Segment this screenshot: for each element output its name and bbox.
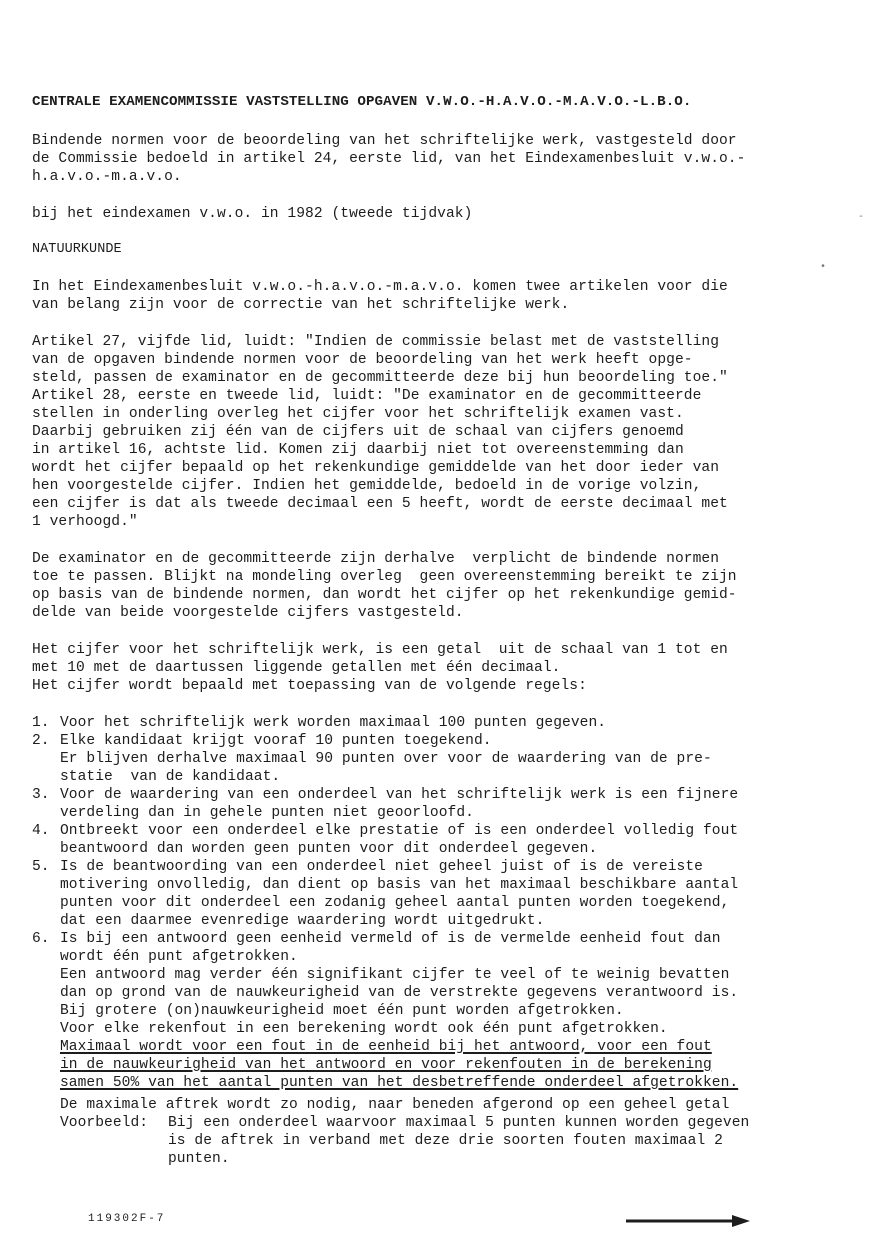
paragraph-line: delde van beide voorgestelde cijfers vastgesteld.: [32, 605, 464, 621]
paragraph-line: De examinator en de gecommitteerde zijn derhalve verplicht de bindende normen: [32, 551, 719, 567]
rule-line: dat een daarmee evenredige waardering wordt uitgedrukt.: [60, 913, 545, 929]
article-line: Artikel 27, vijfde lid, luidt: "Indien de commissie belast met de vaststelling: [32, 334, 719, 350]
rule-line: beantwoord dan worden geen punten voor dit onderdeel gegeven.: [60, 841, 598, 857]
rule-number: 6.: [32, 931, 50, 947]
article-line: in artikel 16, achtste lid. Komen zij daarbij niet tot overeenstemming dan: [32, 442, 684, 458]
example-line: Bij een onderdeel waarvoor maximaal 5 punten kunnen worden gegeven: [168, 1115, 750, 1131]
paragraph-line: Het cijfer wordt bepaald met toepassing van de volgende regels:: [32, 678, 587, 694]
rule-line: Voor elke rekenfout in een berekening wordt ook één punt afgetrokken.: [60, 1021, 668, 1037]
paragraph-line: op basis van de bindende normen, dan wordt het cijfer op het rekenkundige gemid-: [32, 587, 737, 603]
example-line: is de aftrek in verband met deze drie soorten fouten maximaal 2: [168, 1133, 723, 1149]
rule-line: Ontbreekt voor een onderdeel elke prestatie of is een onderdeel volledig fout: [60, 823, 739, 839]
rule-number: 2.: [32, 733, 50, 749]
underlined-rule-line: Maximaal wordt voor een fout in de eenheid bij het antwoord, voor een fout: [60, 1039, 712, 1055]
scan-speck: -: [858, 212, 865, 223]
rule-line: Elke kandidaat krijgt vooraf 10 punten toegekend.: [60, 733, 492, 749]
rule-line: dan op grond van de nauwkeurigheid van de verstrekte gegevens verantwoord is.: [60, 985, 739, 1001]
paragraph-line: Het cijfer voor het schriftelijk werk, is een getal uit de schaal van 1 tot en: [32, 642, 728, 658]
rule-line: punten voor dit onderdeel een zodanig geheel aantal punten worden toegekend,: [60, 895, 730, 911]
rule-line: Voor het schriftelijk werk worden maximaal 100 punten gegeven.: [60, 715, 607, 731]
rule-line: Een antwoord mag verder één signifikant cijfer te veel of te weinig bevatten: [60, 967, 730, 983]
rule-line: De maximale aftrek wordt zo nodig, naar beneden afgerond op een geheel getal: [60, 1097, 730, 1113]
example-label: Voorbeeld:: [60, 1115, 149, 1131]
paragraph-line: met 10 met de daartussen liggende getallen met één decimaal.: [32, 660, 561, 676]
next-page-arrow-icon: [626, 1213, 750, 1229]
article-line: van de opgaven bindende normen voor de beoordeling van het werk heeft opge-: [32, 352, 693, 368]
rule-line: Is de beantwoording van een onderdeel niet geheel juist of is de vereiste: [60, 859, 703, 875]
article-line: Daarbij gebruiken zij één van de cijfers uit de schaal van cijfers genoemd: [32, 424, 684, 440]
article-line: een cijfer is dat als tweede decimaal een 5 heeft, wordt de eerste decimaal met: [32, 496, 728, 512]
exam-line: bij het eindexamen v.w.o. in 1982 (tweede tijdvak): [32, 206, 473, 222]
rule-line: Is bij een antwoord geen eenheid vermeld of is de vermelde eenheid fout dan: [60, 931, 721, 947]
rule-line: Bij grotere (on)nauwkeurigheid moet één punt worden afgetrokken.: [60, 1003, 624, 1019]
underlined-rule-line: samen 50% van het aantal punten van het desbetreffende onderdeel afgetrokken.: [60, 1075, 739, 1091]
underlined-rule-line: in de nauwkeurigheid van het antwoord en voor rekenfouten in de berekening: [60, 1057, 712, 1073]
example-line: punten.: [168, 1151, 230, 1167]
rule-number: 4.: [32, 823, 50, 839]
scan-speck: •: [820, 262, 827, 273]
paragraph-line: In het Eindexamenbesluit v.w.o.-h.a.v.o.-m.a.v.o. komen twee artikelen voor die: [32, 279, 728, 295]
intro-line: Bindende normen voor de beoordeling van het schriftelijke werk, vastgesteld door: [32, 133, 737, 149]
page-code: 119302F-7: [88, 1213, 166, 1225]
rule-number: 3.: [32, 787, 50, 803]
paragraph-line: toe te passen. Blijkt na mondeling overleg geen overeenstemming bereikt te zijn: [32, 569, 737, 585]
document-title: CENTRALE EXAMENCOMMISSIE VASTSTELLING OPGAVEN V.W.O.-H.A.V.O.-M.A.V.O.-L.B.O.: [32, 94, 692, 110]
rule-line: statie van de kandidaat.: [60, 769, 281, 785]
article-line: wordt het cijfer bepaald op het rekenkundige gemiddelde van het door ieder van: [32, 460, 719, 476]
rule-line: verdeling dan in gehele punten niet geoorloofd.: [60, 805, 474, 821]
rule-number: 5.: [32, 859, 50, 875]
rule-line: motivering onvolledig, dan dient op basis van het maximaal beschikbare aantal: [60, 877, 739, 893]
rule-line: Er blijven derhalve maximaal 90 punten over voor de waardering van de pre-: [60, 751, 712, 767]
article-line: steld, passen de examinator en de gecommitteerde deze bij hun beoordeling toe.": [32, 370, 728, 386]
subject-heading: NATUURKUNDE: [32, 242, 122, 257]
article-line: hen voorgestelde cijfer. Indien het gemiddelde, bedoeld in de vorige volzin,: [32, 478, 702, 494]
article-line: stellen in onderling overleg het cijfer voor het schriftelijk examen vast.: [32, 406, 684, 422]
article-line: Artikel 28, eerste en tweede lid, luidt: "De examinator en de gecommitteerde: [32, 388, 702, 404]
rule-line: wordt één punt afgetrokken.: [60, 949, 298, 965]
rule-line: Voor de waardering van een onderdeel van het schriftelijk werk is een fijnere: [60, 787, 739, 803]
paragraph-line: van belang zijn voor de correctie van het schriftelijke werk.: [32, 297, 570, 313]
intro-line: de Commissie bedoeld in artikel 24, eerste lid, van het Eindexamenbesluit v.w.o.-: [32, 151, 746, 167]
article-line: 1 verhoogd.": [32, 514, 138, 530]
rule-number: 1.: [32, 715, 50, 731]
intro-line: h.a.v.o.-m.a.v.o.: [32, 169, 182, 185]
